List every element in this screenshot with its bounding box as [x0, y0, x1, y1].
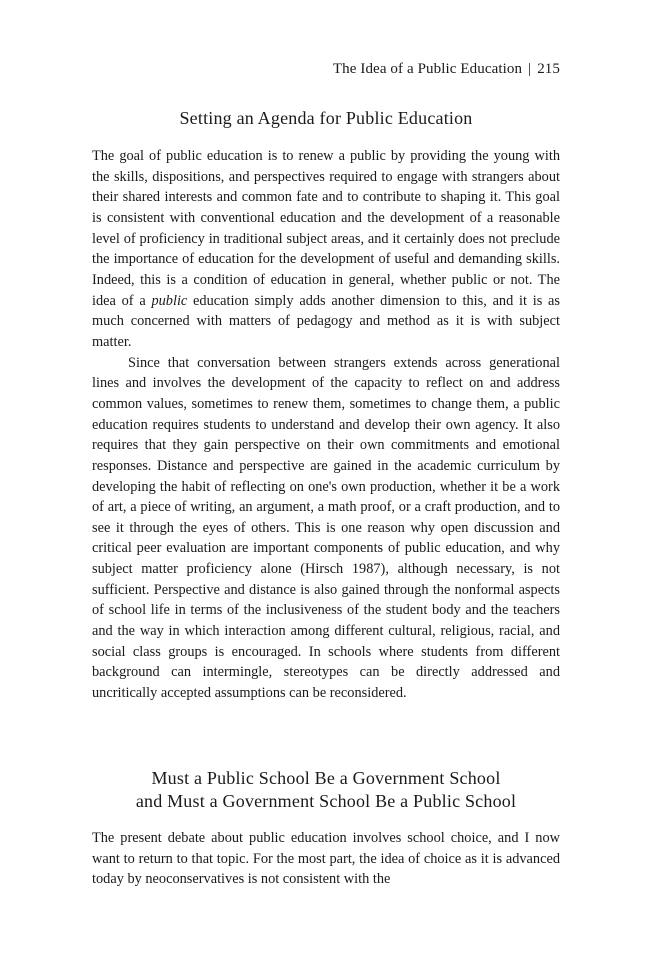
section-heading-agenda — [92, 107, 560, 130]
section-body-government-school — [92, 828, 560, 890]
section-heading-line-2: and Must a Government School Be a Public School — [135, 791, 517, 811]
running-head-separator: | — [528, 61, 532, 77]
section-body-agenda — [92, 146, 560, 704]
page-number: 215 — [537, 61, 560, 77]
paragraph-1-text-a: The goal of public education is to renew a public by providing the young with the skills, dispositions, and perspectives required to engage with strangers about their shared interests and common fate and to contribute to shaping it. This goal is consistent with conventional education and the development of a reasonable level of proficiency in traditional subject areas, and it certainly does not preclude the importance of education for the development of useful and demanding skills. Indeed, this is a condition of education in general, whether public or not. The idea of a — [92, 148, 560, 309]
paragraph-3: The present debate about public education involves school choice, and I now want to return to that topic. For the most part, the idea of choice as it is advanced today by neoconservatives is not consistent with the — [92, 830, 560, 888]
running-head-title: The Idea of a Public Education — [332, 61, 523, 77]
running-head — [333, 61, 560, 78]
section-heading-line-1: Must a Public School Be a Government School — [151, 768, 501, 788]
paragraph-1-text-b: education simply adds another dimension to this, and it is as much concerned with matters of pedagogy and method as it is with subject matter. — [92, 292, 560, 350]
paragraph-2: Since that conversation between strangers extends across generational lines and involves the development of the capacity to reflect on and address common values, sometimes to renew them, sometimes to change them, a public education requires students to understand and develop their own agency. It also requires that they gain perspective on their own commitments and emotional responses. Distance and perspective are gained in the academic curriculum by developing the habit of reflecting on one's own production, whether it be a work of art, a piece of writing, an argument, a math proof, or a craft production, and to see it through the eyes of others. This is one reason why open discussion and critical peer evaluation are important components of public education, and why subject matter proficiency alone (Hirsch 1987), although necessary, is not sufficient. Perspective and distance is also gained through the nonformal aspects of school life in terms of the inclusiveness of the student body and the teachers and the way in which interaction among different cultural, religious, racial, and social class groups is encouraged. In schools where students from different background can intermingle, stereotypes can be directly addressed and uncritically accepted assumptions can be reconsidered. — [92, 354, 560, 702]
paragraph-1 — [92, 146, 560, 353]
section-heading-government-school — [92, 767, 560, 813]
section-heading-agenda-text: Setting an Agenda for Public Education — [179, 108, 473, 128]
paragraph-1-italic-public: public — [151, 292, 188, 309]
